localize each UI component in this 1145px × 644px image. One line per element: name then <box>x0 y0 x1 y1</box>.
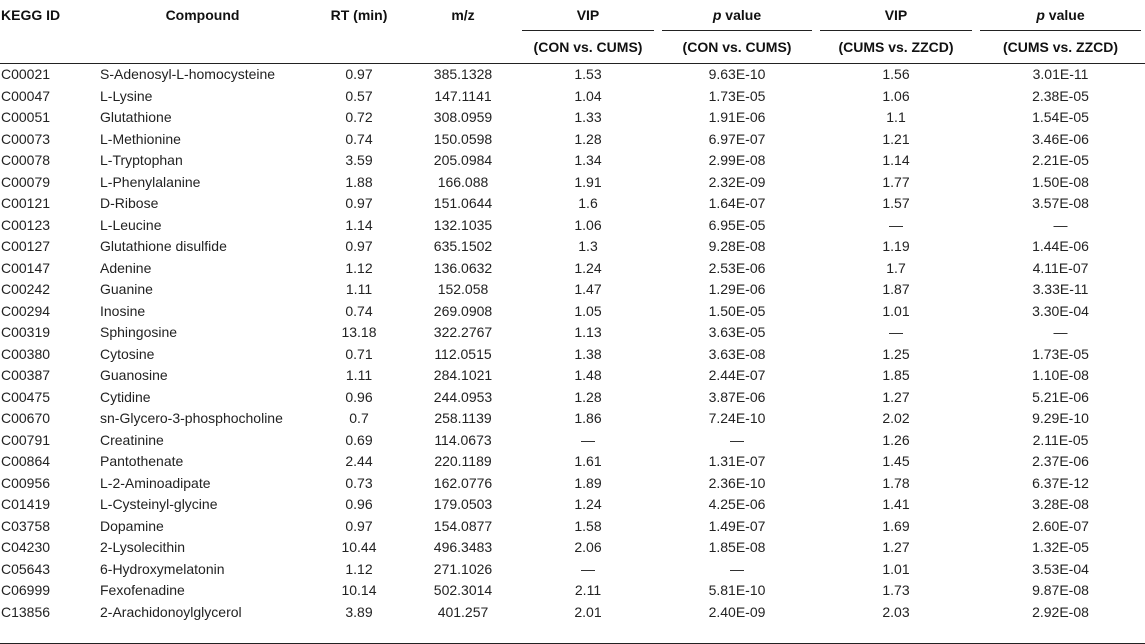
cell-compound: 6-Hydroxymelatonin <box>100 560 225 577</box>
cell-kegg-id: C00021 <box>1 66 51 82</box>
cell-vip-cums-zzcd: 1.01 <box>882 560 910 577</box>
table-row <box>0 387 1145 409</box>
cell-rt: 0.69 <box>345 431 373 448</box>
cell-mz: 151.0644 <box>433 195 493 211</box>
cell-kegg-id: C00123 <box>1 216 51 233</box>
table-row <box>0 86 1145 108</box>
cell-rt: 3.59 <box>345 152 373 168</box>
table-row <box>0 473 1145 495</box>
cell-rt: 0.57 <box>345 87 373 104</box>
cell-compound: Dopamine <box>100 517 164 534</box>
cell-vip-cums-zzcd: — <box>889 216 903 233</box>
cell-vip-cums-zzcd: 1.7 <box>886 259 906 276</box>
cell-rt: 0.97 <box>345 195 373 211</box>
table-row <box>0 494 1145 516</box>
cell-kegg-id: C00956 <box>1 474 51 491</box>
cell-rt: 0.72 <box>345 109 373 125</box>
cell-p-con-cums: 1.85E-08 <box>708 539 766 555</box>
cell-mz: 258.1139 <box>434 410 492 426</box>
cell-p-cums-zzcd: 3.57E-08 <box>1032 195 1089 211</box>
cell-kegg-id: C00475 <box>1 388 51 405</box>
cell-vip-cums-zzcd: 1.45 <box>882 453 910 469</box>
cell-mz: 284.1021 <box>433 367 493 383</box>
cell-kegg-id: C00121 <box>1 195 51 211</box>
cell-p-cums-zzcd: — <box>1053 216 1068 233</box>
cell-vip-con-cums: 1.05 <box>574 302 602 319</box>
cell-p-con-cums: 2.99E-08 <box>708 152 766 168</box>
cell-mz: 132.1035 <box>433 216 493 233</box>
cell-rt: 0.74 <box>345 130 373 147</box>
cell-mz: 114.0673 <box>434 431 492 448</box>
header-compound: Compound <box>165 7 240 23</box>
cell-p-cums-zzcd: — <box>1053 324 1068 340</box>
table-row <box>0 215 1145 237</box>
cell-mz: 150.0598 <box>433 130 493 147</box>
cell-mz: 244.0953 <box>433 388 493 405</box>
cell-p-con-cums: — <box>730 431 744 448</box>
header-empty <box>0 31 95 64</box>
cell-vip-cums-zzcd: 1.41 <box>882 496 910 512</box>
cell-p-cums-zzcd: 1.44E-06 <box>1032 238 1089 254</box>
cell-kegg-id: C03758 <box>1 517 51 534</box>
cell-kegg-id: C06999 <box>1 582 51 598</box>
cell-kegg-id: C00670 <box>1 410 51 426</box>
cell-mz: 152.058 <box>437 281 489 297</box>
cell-p-cums-zzcd: 3.30E-04 <box>1032 302 1089 319</box>
cell-vip-con-cums: 2.06 <box>574 539 602 555</box>
cell-vip-cums-zzcd: 1.06 <box>882 87 910 104</box>
cell-kegg-id: C05643 <box>1 560 51 577</box>
cell-kegg-id: C01419 <box>1 496 51 512</box>
cell-mz: 136.0632 <box>433 259 493 276</box>
cell-vip-con-cums: 1.48 <box>574 367 602 383</box>
header-vip-con-cums-label: VIP <box>522 0 654 31</box>
cell-compound: L-Lysine <box>100 87 153 104</box>
cell-compound: L-Cysteinyl-glycine <box>100 496 218 512</box>
cell-mz: 496.3483 <box>433 539 493 555</box>
cell-p-con-cums: 5.81E-10 <box>708 582 766 598</box>
cell-p-cums-zzcd: 2.21E-05 <box>1032 152 1089 168</box>
cell-rt: 0.71 <box>345 345 373 362</box>
table-row <box>0 236 1145 258</box>
cell-vip-con-cums: 1.04 <box>574 87 602 104</box>
header-p-con-cums-label <box>662 0 812 31</box>
cell-p-con-cums: 3.63E-05 <box>708 324 766 340</box>
table-row <box>0 537 1145 559</box>
cell-vip-con-cums: 1.34 <box>574 152 602 168</box>
cell-kegg-id: C00791 <box>1 431 51 448</box>
cell-compound: Inosine <box>100 302 146 319</box>
cell-kegg-id: C00319 <box>1 324 51 340</box>
subheader-p-cums-zzcd: (CUMS vs. ZZCD) <box>976 31 1145 64</box>
cell-vip-cums-zzcd: 1.69 <box>882 517 910 534</box>
header-kegg-id: KEGG ID <box>1 7 61 23</box>
cell-p-con-cums: 1.31E-07 <box>708 453 766 469</box>
cell-compound: Cytidine <box>100 388 151 405</box>
cell-vip-cums-zzcd: 1.25 <box>882 345 910 362</box>
cell-p-cums-zzcd: 1.73E-05 <box>1032 345 1089 362</box>
cell-compound: Sphingosine <box>100 324 178 340</box>
cell-kegg-id: C00051 <box>1 109 51 125</box>
cell-p-con-cums: 2.44E-07 <box>708 367 766 383</box>
cell-rt: 0.96 <box>345 388 373 405</box>
table-row <box>0 64 1145 86</box>
cell-p-cums-zzcd: 9.29E-10 <box>1032 410 1089 426</box>
cell-vip-con-cums: 1.24 <box>574 259 602 276</box>
cell-p-con-cums: 6.95E-05 <box>708 216 766 233</box>
table-row <box>0 365 1145 387</box>
cell-mz: 112.0515 <box>434 345 492 362</box>
cell-p-cums-zzcd: 1.32E-05 <box>1032 539 1089 555</box>
cell-p-cums-zzcd: 2.38E-05 <box>1032 87 1089 104</box>
cell-mz: 271.1026 <box>433 560 493 577</box>
cell-p-cums-zzcd: 1.10E-08 <box>1032 367 1089 383</box>
table-row <box>0 258 1145 280</box>
cell-p-con-cums: 1.64E-07 <box>708 195 766 211</box>
cell-vip-cums-zzcd: 1.73 <box>882 582 910 598</box>
cell-p-cums-zzcd: 4.11E-07 <box>1032 259 1089 276</box>
cell-p-cums-zzcd: 1.54E-05 <box>1032 109 1089 125</box>
cell-mz: 220.1189 <box>434 453 492 469</box>
cell-p-cums-zzcd: 5.21E-06 <box>1032 388 1089 405</box>
cell-compound: L-Tryptophan <box>100 152 183 168</box>
header-empty <box>95 31 310 64</box>
header-p-italic: p <box>712 7 722 23</box>
cell-rt: 0.97 <box>345 517 373 534</box>
cell-p-cums-zzcd: 9.87E-08 <box>1032 582 1089 598</box>
cell-vip-con-cums: 2.01 <box>574 603 602 620</box>
cell-kegg-id: C00242 <box>1 281 51 297</box>
cell-kegg-id: C00147 <box>1 259 51 276</box>
table-body <box>0 64 1145 624</box>
cell-vip-cums-zzcd: 1.27 <box>882 539 910 555</box>
cell-rt: 1.11 <box>345 367 373 383</box>
cell-rt: 10.44 <box>341 539 377 555</box>
header-vip-cums-zzcd <box>816 0 976 31</box>
header-p-rest: value <box>1044 7 1085 23</box>
table-row <box>0 107 1145 129</box>
cell-vip-cums-zzcd: 1.87 <box>882 281 910 297</box>
table-row <box>0 344 1145 366</box>
cell-compound: L-Methionine <box>100 130 181 147</box>
cell-vip-cums-zzcd: 1.56 <box>882 66 910 82</box>
cell-vip-cums-zzcd: 1.57 <box>882 195 910 211</box>
cell-compound: Guanine <box>100 281 153 297</box>
cell-mz: 147.1141 <box>434 87 492 104</box>
table-row <box>0 150 1145 172</box>
cell-vip-con-cums: 1.6 <box>578 195 598 211</box>
cell-compound: L-Phenylalanine <box>100 173 201 190</box>
cell-p-con-cums: 2.53E-06 <box>708 259 766 276</box>
cell-p-con-cums: 4.25E-06 <box>708 496 766 512</box>
cell-kegg-id: C00864 <box>1 453 51 469</box>
cell-p-con-cums: 1.73E-05 <box>708 87 766 104</box>
cell-p-con-cums: 3.63E-08 <box>708 345 766 362</box>
cell-vip-con-cums: 2.11 <box>574 582 602 598</box>
table-row <box>0 279 1145 301</box>
header-rt: RT (min) <box>330 7 388 23</box>
header-p-cums-zzcd-label <box>980 0 1141 31</box>
cell-rt: 1.12 <box>345 560 373 577</box>
table-row <box>0 451 1145 473</box>
cell-compound: Glutathione <box>100 109 172 125</box>
table-row <box>0 602 1145 624</box>
cell-p-cums-zzcd: 6.37E-12 <box>1032 474 1089 491</box>
cell-vip-cums-zzcd: 1.21 <box>882 130 910 147</box>
cell-kegg-id: C13856 <box>1 603 51 620</box>
cell-vip-con-cums: 1.61 <box>574 453 602 469</box>
cell-rt: 1.88 <box>345 173 373 190</box>
table-row <box>0 193 1145 215</box>
cell-p-cums-zzcd: 3.28E-08 <box>1032 496 1089 512</box>
cell-vip-con-cums: 1.89 <box>574 474 602 491</box>
cell-p-con-cums: 7.24E-10 <box>708 410 766 426</box>
cell-rt: 10.14 <box>341 582 377 598</box>
cell-mz: 162.0776 <box>433 474 493 491</box>
cell-kegg-id: C00079 <box>1 173 51 190</box>
cell-kegg-id: C00127 <box>1 238 51 254</box>
cell-vip-cums-zzcd: 2.03 <box>882 603 910 620</box>
cell-vip-con-cums: 1.3 <box>578 238 598 254</box>
cell-p-cums-zzcd: 2.11E-05 <box>1032 431 1089 448</box>
cell-kegg-id: C00078 <box>1 152 51 168</box>
cell-p-con-cums: 1.50E-05 <box>708 302 766 319</box>
cell-rt: 3.89 <box>345 603 373 620</box>
cell-compound: 2-Lysolecithin <box>100 539 186 555</box>
cell-rt: 1.11 <box>345 281 373 297</box>
cell-rt: 13.18 <box>341 324 377 340</box>
cell-rt: 1.12 <box>345 259 373 276</box>
cell-p-cums-zzcd: 2.60E-07 <box>1032 517 1089 534</box>
header-empty <box>408 31 518 64</box>
header-empty <box>310 31 408 64</box>
cell-compound: D-Ribose <box>100 195 159 211</box>
cell-vip-cums-zzcd: 1.27 <box>882 388 910 405</box>
cell-compound: S-Adenosyl-L-homocysteine <box>100 66 276 82</box>
cell-p-cums-zzcd: 2.92E-08 <box>1032 603 1089 620</box>
cell-compound: Fexofenadine <box>100 582 185 598</box>
cell-p-con-cums: 6.97E-07 <box>708 130 766 147</box>
cell-vip-con-cums: — <box>581 560 595 577</box>
cell-mz: 166.088 <box>437 173 489 190</box>
cell-p-con-cums: 9.28E-08 <box>708 238 766 254</box>
table-row <box>0 129 1145 151</box>
cell-p-con-cums: 1.49E-07 <box>708 517 766 534</box>
cell-vip-cums-zzcd: 2.02 <box>882 410 910 426</box>
cell-rt: 0.97 <box>345 66 373 82</box>
table-row <box>0 322 1145 344</box>
table-header <box>0 0 1145 64</box>
table-row <box>0 172 1145 194</box>
table-row <box>0 516 1145 538</box>
cell-vip-con-cums: 1.38 <box>574 345 602 362</box>
subheader-p-con-cums: (CON vs. CUMS) <box>658 31 816 64</box>
cell-mz: 269.0908 <box>433 302 493 319</box>
cell-vip-con-cums: 1.58 <box>574 517 602 534</box>
cell-compound: L-Leucine <box>100 216 162 233</box>
cell-kegg-id: C00047 <box>1 87 51 104</box>
cell-mz: 502.3014 <box>433 582 493 598</box>
cell-vip-cums-zzcd: 1.14 <box>882 152 910 168</box>
cell-mz: 635.1502 <box>433 238 493 254</box>
header-p-rest: value <box>721 7 762 23</box>
cell-p-cums-zzcd: 3.01E-11 <box>1032 66 1089 82</box>
cell-vip-con-cums: — <box>581 431 595 448</box>
cell-p-con-cums: 9.63E-10 <box>708 66 766 82</box>
cell-p-cums-zzcd: 3.33E-11 <box>1032 281 1089 297</box>
cell-rt: 0.96 <box>345 496 373 512</box>
table-row <box>0 430 1145 452</box>
cell-compound: Guanosine <box>100 367 168 383</box>
cell-mz: 385.1328 <box>433 66 493 82</box>
cell-vip-con-cums: 1.28 <box>574 388 602 405</box>
table-row <box>0 580 1145 602</box>
cell-p-cums-zzcd: 1.50E-08 <box>1032 173 1089 190</box>
cell-vip-con-cums: 1.91 <box>574 173 602 190</box>
cell-rt: 0.97 <box>345 238 373 254</box>
header-p-cums-zzcd <box>976 0 1145 31</box>
cell-compound: Glutathione disulfide <box>100 238 227 254</box>
cell-vip-con-cums: 1.86 <box>574 410 602 426</box>
subheader-vip-con-cums: (CON vs. CUMS) <box>518 31 658 64</box>
header-vip-con-cums <box>518 0 658 31</box>
cell-rt: 0.73 <box>345 474 373 491</box>
header-vip-cums-zzcd-label: VIP <box>820 0 972 31</box>
cell-mz: 308.0959 <box>433 109 493 125</box>
cell-mz: 205.0984 <box>433 152 493 168</box>
cell-vip-cums-zzcd: 1.78 <box>882 474 910 491</box>
cell-vip-con-cums: 1.06 <box>574 216 602 233</box>
cell-mz: 179.0503 <box>433 496 493 512</box>
cell-vip-cums-zzcd: 1.77 <box>882 173 910 190</box>
cell-vip-con-cums: 1.53 <box>574 66 602 82</box>
cell-vip-con-cums: 1.24 <box>574 496 602 512</box>
cell-kegg-id: C00380 <box>1 345 51 362</box>
header-p-con-cums <box>658 0 816 31</box>
cell-vip-con-cums: 1.47 <box>574 281 602 297</box>
cell-compound: Cytosine <box>100 345 155 362</box>
cell-rt: 1.14 <box>345 216 373 233</box>
cell-p-con-cums: 2.40E-09 <box>708 603 766 620</box>
cell-p-cums-zzcd: 3.53E-04 <box>1032 560 1089 577</box>
cell-p-con-cums: 1.29E-06 <box>708 281 766 297</box>
cell-kegg-id: C04230 <box>1 539 51 555</box>
cell-vip-cums-zzcd: — <box>889 324 903 340</box>
cell-vip-cums-zzcd: 1.26 <box>882 431 910 448</box>
cell-mz: 401.257 <box>437 603 489 620</box>
cell-vip-cums-zzcd: 1.1 <box>886 109 906 125</box>
header-mz: m/z <box>451 7 475 23</box>
cell-vip-con-cums: 1.13 <box>574 324 602 340</box>
header-p-italic: p <box>1036 7 1045 23</box>
subheader-vip-cums-zzcd: (CUMS vs. ZZCD) <box>816 31 976 64</box>
cell-p-con-cums: 2.36E-10 <box>708 474 766 491</box>
cell-vip-con-cums: 1.33 <box>574 109 602 125</box>
table-row <box>0 559 1145 581</box>
cell-p-con-cums: — <box>730 560 744 577</box>
cell-mz: 154.0877 <box>433 517 493 534</box>
cell-rt: 0.7 <box>349 410 369 426</box>
cell-mz: 322.2767 <box>433 324 493 340</box>
cell-vip-cums-zzcd: 1.01 <box>882 302 910 319</box>
cell-vip-cums-zzcd: 1.85 <box>882 367 910 383</box>
table-row <box>0 408 1145 430</box>
cell-compound: Pantothenate <box>100 453 184 469</box>
cell-rt: 2.44 <box>345 453 373 469</box>
cell-vip-cums-zzcd: 1.19 <box>882 238 910 254</box>
cell-p-con-cums: 2.32E-09 <box>708 173 766 190</box>
cell-kegg-id: C00387 <box>1 367 51 383</box>
cell-p-cums-zzcd: 2.37E-06 <box>1032 453 1089 469</box>
cell-compound: L-2-Aminoadipate <box>100 474 211 491</box>
cell-p-con-cums: 3.87E-06 <box>708 388 766 405</box>
cell-p-con-cums: 1.91E-06 <box>708 109 766 125</box>
cell-compound: sn-Glycero-3-phosphocholine <box>100 410 283 426</box>
cell-p-cums-zzcd: 3.46E-06 <box>1032 130 1089 147</box>
cell-compound: Adenine <box>100 259 152 276</box>
cell-vip-con-cums: 1.28 <box>574 130 602 147</box>
cell-compound: Creatinine <box>100 431 164 448</box>
table-row <box>0 301 1145 323</box>
cell-compound: 2-Arachidonoylglycerol <box>100 603 242 620</box>
cell-kegg-id: C00073 <box>1 130 51 147</box>
cell-rt: 0.74 <box>345 302 373 319</box>
cell-kegg-id: C00294 <box>1 302 51 319</box>
